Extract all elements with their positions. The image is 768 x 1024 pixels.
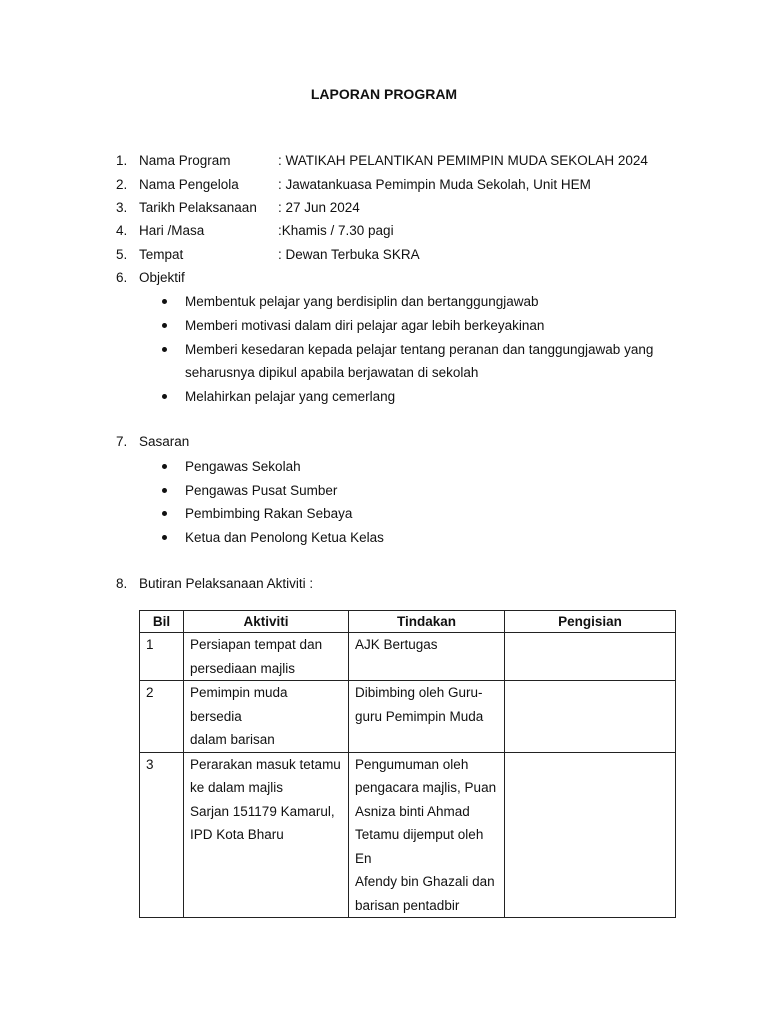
cell-bil: 3 [140,752,184,918]
bullet-text: Ketua dan Penolong Ketua Kelas [185,530,384,545]
cell-tindakan [349,681,505,753]
bullet-icon [162,394,167,399]
bullet-text: Melahirkan pelajar yang cemerlang [185,389,396,404]
item-butiran [0,573,768,595]
bullet-icon [162,347,167,352]
cell-line: barisan pentadbir [355,897,460,913]
item-label: Tarikh Pelaksanaan [139,200,257,215]
cell-line: Pengumuman oleh [355,756,469,772]
table-row [140,633,676,681]
cell-line: IPD Kota Bharu [190,827,284,842]
header-bil: Bil [140,611,184,633]
bullet-icon [162,464,167,469]
item-number: 1. [116,153,128,168]
bullet-text: Pengawas Pusat Sumber [185,483,338,498]
cell-line: Pemimpin muda bersedia [190,685,288,724]
item-nama-pengelola [0,174,768,196]
item-label: Tempat [139,247,184,262]
bullet-icon [162,535,167,540]
cell-line: AJK Bertugas [355,637,438,652]
cell-line: Tetamu dijemput oleh En [355,827,484,866]
item-tarikh [0,197,768,219]
cell-line: guru Pemimpin Muda [355,708,484,724]
item-objektif [0,267,768,289]
cell-line: Persiapan tempat dan [190,637,323,652]
header-tindakan: Tindakan [349,611,505,633]
item-number: 2. [116,177,128,192]
item-sasaran [0,431,768,453]
document-title: LAPORAN PROGRAM [310,86,458,102]
item-label: Butiran Pelaksanaan Aktiviti : [139,576,314,591]
cell-line: Perarakan masuk tetamu [190,756,341,772]
item-tempat [0,244,768,266]
header-pengisian: Pengisian [505,611,676,633]
item-value: : 27 Jun 2024 [278,200,360,215]
cell-line: ke dalam majlis [190,780,284,795]
item-label: Nama Program [139,153,231,168]
item-label: Nama Pengelola [139,177,239,192]
cell-line: Asniza binti Ahmad [355,803,470,819]
item-hari-masa [0,220,768,242]
item-label: Objektif [139,270,185,285]
cell-pengisian [505,752,676,918]
item-label: Hari /Masa [139,223,205,238]
bullet-text: Memberi motivasi dalam diri pelajar agar lebih berkeyakinan [185,318,545,333]
cell-line: Dibimbing oleh Guru- [355,685,483,700]
table-header-row [140,611,676,633]
bullet-text: Memberi kesedaran kepada pelajar tentang peranan dan tanggungjawab yang [185,342,654,357]
item-value: : Dewan Terbuka SKRA [278,247,420,262]
bullet-icon [162,511,167,516]
bullet-icon [162,299,167,304]
item-number: 3. [116,200,128,215]
item-value: : WATIKAH PELANTIKAN PEMIMPIN MUDA SEKOLAH 2024 [278,153,648,168]
cell-aktiviti [184,633,349,681]
bullet-icon [162,488,167,493]
item-value: :Khamis / 7.30 pagi [278,223,394,238]
cell-pengisian [505,681,676,753]
activity-table [139,610,676,918]
item-value: : Jawatankuasa Pemimpin Muda Sekolah, Unit HEM [278,177,591,192]
table-row [140,752,676,918]
cell-tindakan [349,633,505,681]
item-number: 6. [116,270,128,285]
header-aktiviti: Aktiviti [184,611,349,633]
cell-aktiviti [184,752,349,918]
cell-line: dalam barisan [190,732,275,747]
item-number: 7. [116,434,128,449]
cell-line: pengacara majlis, Puan [355,780,497,795]
item-number: 4. [116,223,128,238]
cell-line: persediaan majlis [190,660,296,676]
cell-bil: 1 [140,633,184,681]
bullet-text: Pembimbing Rakan Sebaya [185,506,353,521]
cell-pengisian [505,633,676,681]
bullet-icon [162,323,167,328]
bullet-text: Pengawas Sekolah [185,459,301,474]
item-number: 8. [116,576,128,591]
table-row [140,681,676,753]
cell-line: Afendy bin Ghazali dan [355,874,495,889]
item-number: 5. [116,247,128,262]
cell-aktiviti [184,681,349,753]
item-label: Sasaran [139,434,190,449]
bullet-text: Membentuk pelajar yang berdisiplin dan bertanggungjawab [185,294,539,309]
cell-bil: 2 [140,681,184,753]
cell-tindakan [349,752,505,918]
cell-line: Sarjan 151179 Kamarul, [190,803,335,819]
item-nama-program [0,150,768,172]
bullet-text: seharusnya dipikul apabila berjawatan di sekolah [185,365,479,380]
